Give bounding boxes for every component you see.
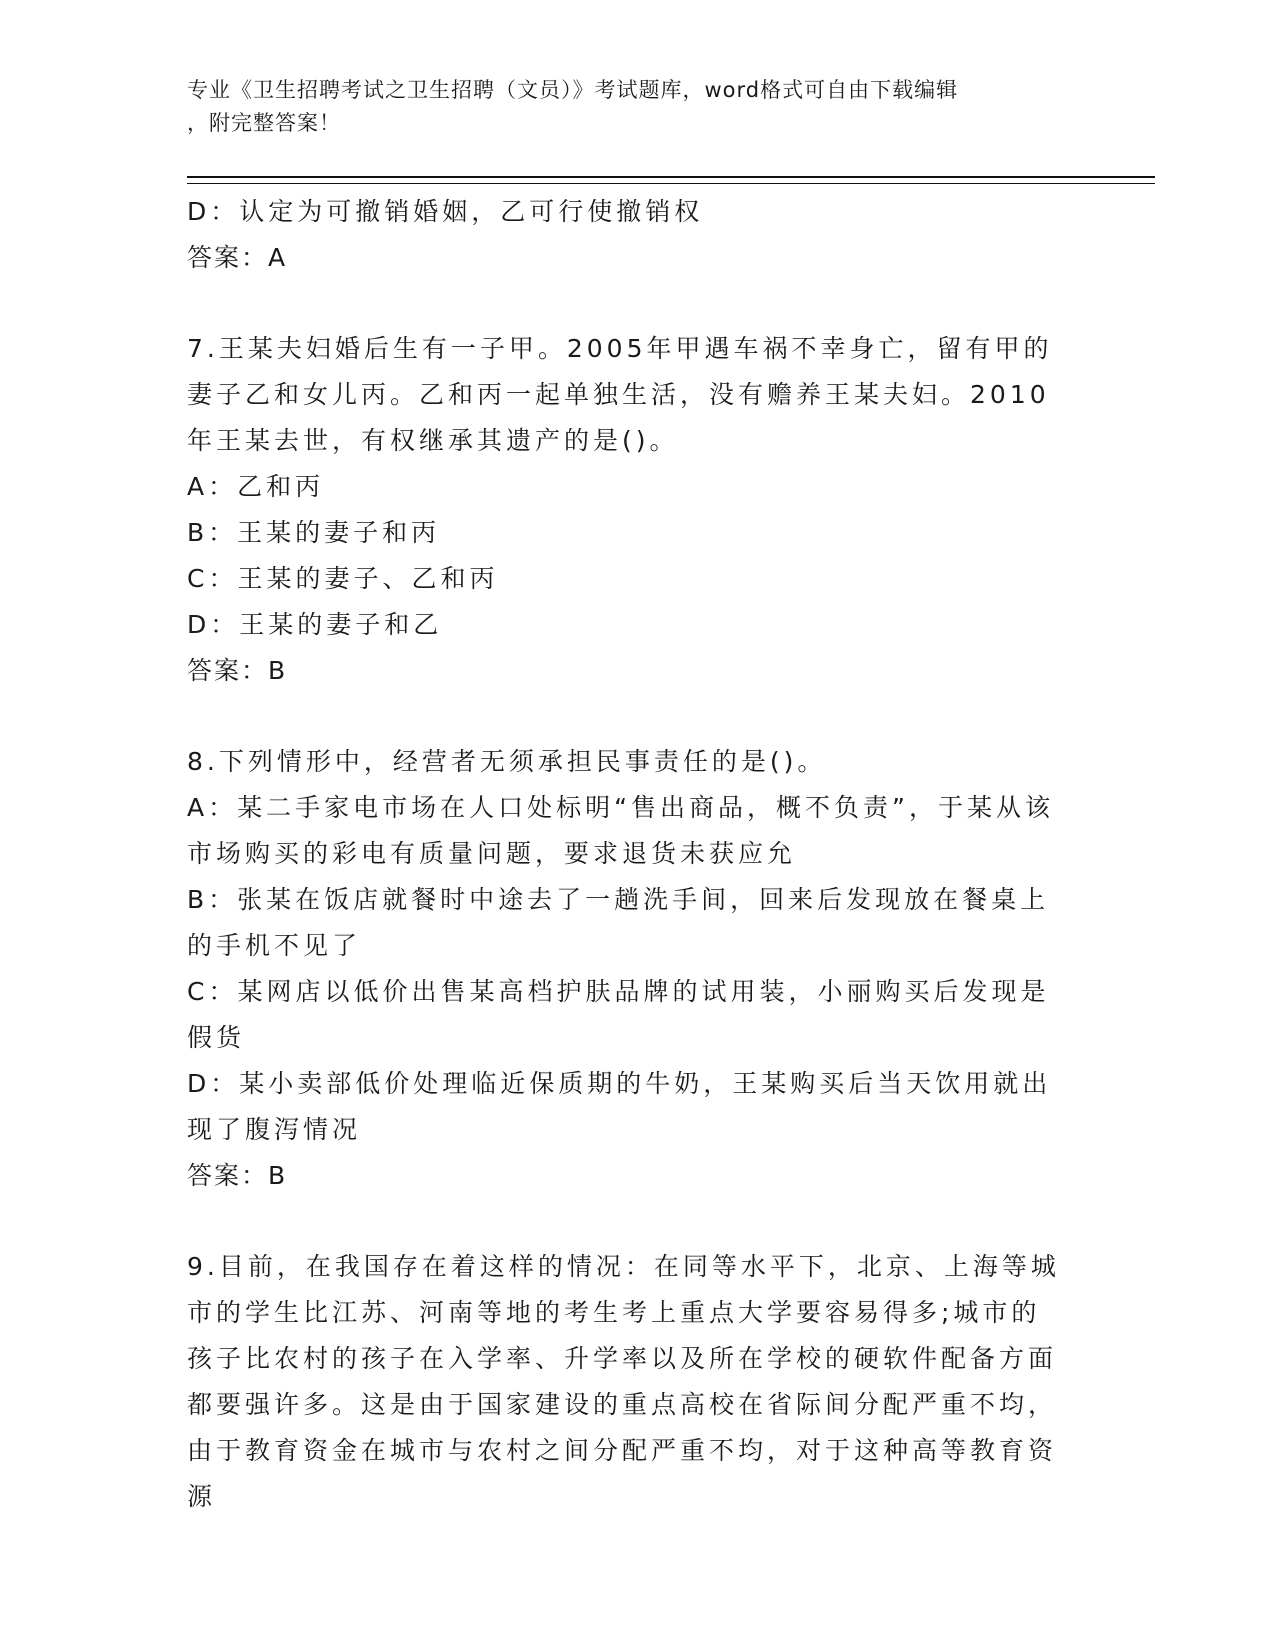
question-8: [187, 739, 1067, 1199]
question-8-option-c: C：某网店以低价出售某高档护肤品牌的试用装，小丽购买后发现是假货: [187, 977, 1050, 1052]
header-line-2: ，附完整答案！: [187, 111, 341, 135]
question-9: [187, 1244, 1067, 1520]
question-9-stem: 9.目前，在我国存在着这样的情况：在同等水平下，北京、上海等城市的学生比江苏、河南等地的考生考上重点大学要容易得多;城市的孩子比农村的孩子在入学率、升学率以及所在学校的硬软件配备方面都要强许多。这是由于国家建设的重点高校在省际间分配严重不均，由于教育资金在城市与农村之间分配严重不均，对于这种高等教育资源: [187, 1252, 1060, 1511]
question-8-answer: 答案：B: [187, 1161, 288, 1190]
document-body: [187, 189, 1067, 1520]
header-line-1: 专业《卫生招聘考试之卫生招聘（文员）》考试题库，word格式可自由下载编辑: [187, 78, 959, 102]
question-8-stem: 8.下列情形中，经营者无须承担民事责任的是()。: [187, 747, 827, 776]
spacer: [187, 694, 1067, 739]
question-7-option-a: A：乙和丙: [187, 472, 325, 501]
spacer: [187, 281, 1067, 326]
question-8-option-a: A：某二手家电市场在人口处标明“售出商品，概不负责”，于某从该市场购买的彩电有质量问题，要求退货未获应允: [187, 793, 1055, 868]
question-7-option-c: C：王某的妻子、乙和丙: [187, 564, 499, 593]
spacer: [187, 1199, 1067, 1244]
question-7-option-b: B：王某的妻子和丙: [187, 518, 441, 547]
prev-answer: 答案：A: [187, 243, 288, 272]
header-rule-thin: [187, 183, 1155, 184]
question-8-option-d: D：某小卖部低价处理临近保质期的牛奶，王某购买后当天饮用就出现了腹泻情况: [187, 1069, 1052, 1144]
question-7-option-d: D：王某的妻子和乙: [187, 610, 443, 639]
question-8-option-b: B：张某在饭店就餐时中途去了一趟洗手间，回来后发现放在餐桌上的手机不见了: [187, 885, 1050, 960]
header-rule-thick: [187, 176, 1155, 178]
document-header: [187, 74, 1067, 140]
prev-option-d: D：认定为可撤销婚姻，乙可行使撤销权: [187, 197, 704, 226]
question-7: [187, 326, 1067, 694]
question-7-stem: 7.王某夫妇婚后生有一子甲。2005年甲遇车祸不幸身亡，留有甲的妻子乙和女儿丙。乙和丙一起单独生活，没有赡养王某夫妇。2010年王某去世，有权继承其遗产的是()。: [187, 334, 1053, 455]
question-7-answer: 答案：B: [187, 656, 288, 685]
